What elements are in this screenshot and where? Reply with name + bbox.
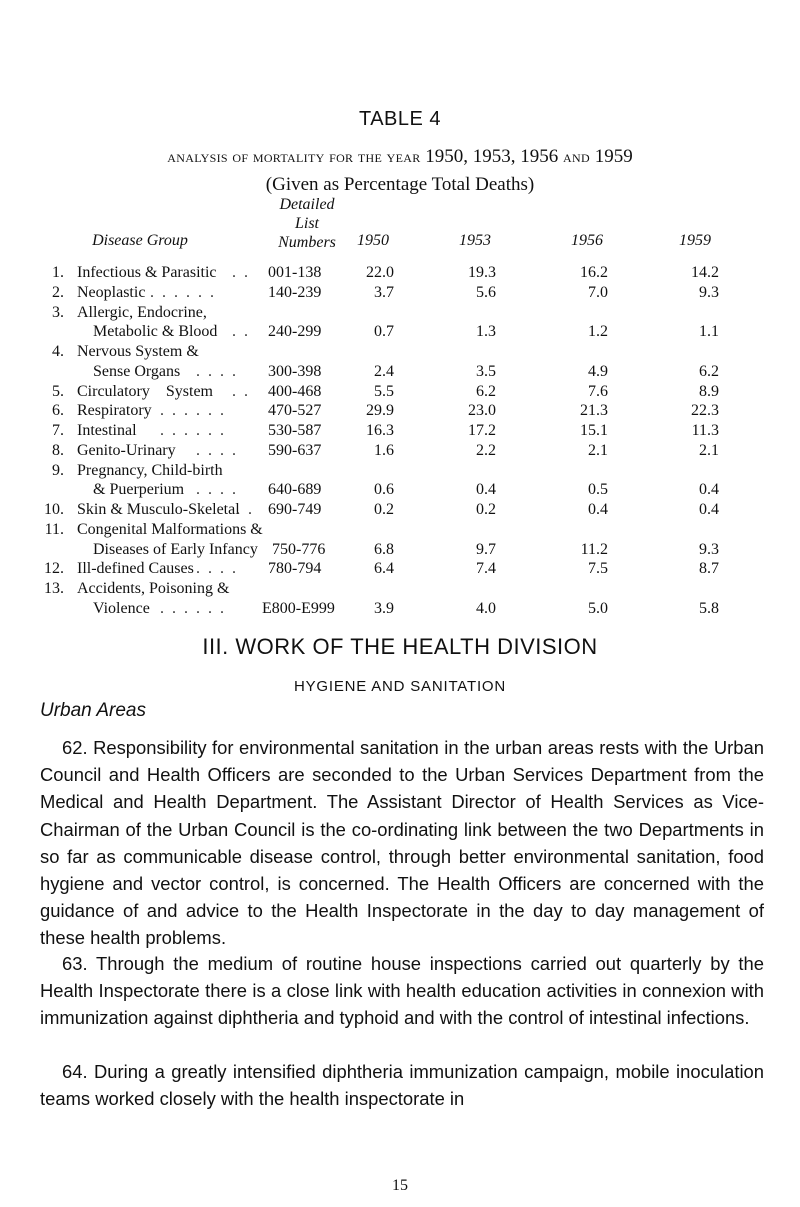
- row-leader-dots: . . . .: [196, 362, 238, 380]
- section-heading: III. WORK OF THE HEALTH DIVISION: [202, 634, 598, 659]
- row-disease: Nervous System &: [77, 343, 199, 361]
- row-leader-dots: . .: [232, 323, 250, 341]
- table-title: TABLE 4: [358, 108, 442, 130]
- row-list-numbers: 300-398: [268, 362, 322, 380]
- row-list-numbers: 001-138: [268, 264, 322, 281]
- row-number: 1.: [52, 264, 64, 281]
- row-1956: 7.5: [588, 560, 608, 578]
- row-list-numbers: 640-689: [268, 481, 322, 499]
- paragraph-62: 62. Responsibility for environmental sanitation in the urban areas rests with the Urban Council and Health Officers are seconded to the Urban Services Department from the Medical and Health Department. The Assistant Director of Health Services as Vice-Chairman of the Urban Council is the co-ordinating link between the two Departments in so far as communicable disease control, through better environmental sanitation, food hygiene and vector control, is concerned. The Health Officers are concerned with the guidance of and advice to the Health Inspectorate in the day to day management of these health problems.: [40, 737, 764, 949]
- row-list-numbers: 530-587: [268, 422, 322, 440]
- table-row-continued: [0, 600, 800, 624]
- row-1956: 0.4: [588, 501, 608, 519]
- subtitle-and: and: [563, 147, 590, 166]
- urban-areas-heading: Urban Areas: [40, 700, 146, 721]
- row-disease: Accidents, Poisoning &: [77, 580, 230, 598]
- row-1959: 1.1: [699, 323, 719, 341]
- row-1959: 9.3: [699, 540, 719, 558]
- row-1959: 8.9: [699, 382, 719, 400]
- row-leader-dots: . . . .: [196, 481, 238, 499]
- row-1959: 0.4: [699, 481, 719, 499]
- row-number: 9.: [52, 461, 64, 479]
- row-list-numbers: 780-794: [268, 560, 322, 578]
- header-1956: 1956: [571, 232, 603, 249]
- row-1956: 7.6: [588, 382, 608, 400]
- row-1956: 2.1: [588, 441, 608, 459]
- row-1956: 1.2: [588, 323, 608, 341]
- row-disease: Intestinal: [77, 422, 137, 440]
- row-disease: Ill-defined Causes: [77, 560, 194, 578]
- row-disease: Infectious & Parasitic: [77, 264, 217, 281]
- header-1959: 1959: [679, 232, 711, 249]
- row-1959: 8.7: [699, 560, 719, 578]
- row-1953: 4.0: [476, 600, 496, 617]
- row-1950: 5.5: [374, 382, 394, 400]
- row-1959: 11.3: [691, 422, 719, 440]
- header-list-line-3: Numbers: [278, 234, 336, 251]
- header-list-line-1: Detailed: [279, 196, 335, 213]
- section-subheading: HYGIENE AND SANITATION: [293, 678, 507, 695]
- row-disease: Skin & Musculo-Skeletal: [77, 501, 240, 519]
- row-number: 2.: [52, 283, 64, 301]
- row-1953: 23.0: [468, 402, 496, 420]
- row-leader-dots: . . . .: [196, 441, 238, 459]
- row-disease: Pregnancy, Child-birth: [77, 461, 223, 479]
- header-list-line-2: List: [294, 215, 319, 232]
- row-list-numbers: 470-527: [268, 402, 322, 420]
- subtitle-prefix: analysis of mortality for the year: [167, 147, 421, 166]
- row-1953: 17.2: [468, 422, 496, 440]
- row-disease: Respiratory: [77, 402, 152, 420]
- row-list-numbers: 590-637: [268, 441, 322, 459]
- row-1953: 2.2: [476, 441, 496, 459]
- row-1959: 14.2: [691, 264, 719, 281]
- row-number: 5.: [52, 382, 64, 400]
- row-1950: 16.3: [366, 422, 394, 440]
- row-number: 11.: [44, 520, 64, 538]
- row-1953: 0.2: [476, 501, 496, 519]
- row-disease-line-2: Sense Organs: [93, 362, 181, 380]
- row-number: 13.: [44, 580, 64, 598]
- paragraph-63: 63. Through the medium of routine house inspections carried out quarterly by the Health Inspectorate there is a close link with health education activities in connexion with immunization against diphtheria and typhoid and with the control of intestinal infections.: [40, 953, 764, 1029]
- header-1950: 1950: [357, 232, 389, 249]
- row-number: 10.: [44, 501, 64, 519]
- row-1950: 6.4: [374, 560, 394, 578]
- row-1953: 5.6: [476, 283, 496, 301]
- row-leader-dots: . . . . . .: [160, 422, 226, 440]
- row-1950: 3.9: [374, 600, 394, 617]
- row-1950: 22.0: [366, 264, 394, 281]
- row-disease: Genito-Urinary: [77, 441, 176, 459]
- subtitle-years-1: 1950, 1953, 1956: [425, 146, 559, 167]
- row-1950: 6.8: [374, 540, 394, 558]
- row-1956: 21.3: [580, 402, 608, 420]
- subtitle-years-2: 1959: [594, 146, 633, 167]
- row-1950: 0.7: [374, 323, 394, 341]
- row-1953: 1.3: [476, 323, 496, 341]
- paragraph-64: 64. During a greatly intensified diphtheria immunization campaign, mobile inoculation teams worked closely with the health inspectorate in: [40, 1061, 764, 1110]
- row-1956: 15.1: [580, 422, 608, 440]
- row-disease: Congenital Malformations &: [77, 520, 263, 538]
- row-number: 7.: [52, 422, 64, 440]
- row-1959: 5.8: [699, 600, 719, 617]
- row-1950: 0.2: [374, 501, 394, 519]
- row-leader-dots: . .: [236, 501, 254, 519]
- row-leader-dots: . . . . . .: [160, 600, 226, 617]
- row-disease: Allergic, Endocrine,: [77, 303, 207, 321]
- row-disease-line-2: Metabolic & Blood: [93, 323, 218, 341]
- row-1953: 9.7: [476, 540, 496, 558]
- header-detailed-list: [262, 195, 352, 252]
- row-1956: 0.5: [588, 481, 608, 499]
- row-disease: Circulatory System: [77, 382, 213, 400]
- row-leader-dots: . .: [232, 382, 250, 400]
- row-number: 3.: [52, 303, 64, 321]
- row-number: 4.: [52, 343, 64, 361]
- row-1950: 1.6: [374, 441, 394, 459]
- row-1953: 3.5: [476, 362, 496, 380]
- row-1953: 7.4: [476, 560, 496, 578]
- row-number: 12.: [44, 560, 64, 578]
- row-list-numbers: 400-468: [268, 382, 322, 400]
- row-1959: 0.4: [699, 501, 719, 519]
- row-1956: 16.2: [580, 264, 608, 281]
- row-1959: 6.2: [699, 362, 719, 380]
- row-1956: 7.0: [588, 283, 608, 301]
- row-1959: 9.3: [699, 283, 719, 301]
- row-disease-line-2: Diseases of Early Infancy: [93, 540, 258, 558]
- row-leader-dots: . . . .: [196, 560, 238, 578]
- row-list-numbers: 240-299: [268, 323, 322, 341]
- row-disease-line-2: & Puerperium: [93, 481, 185, 499]
- row-leader-dots: . . . . . .: [160, 402, 226, 420]
- row-1956: 11.2: [580, 540, 608, 558]
- row-1950: 2.4: [374, 362, 394, 380]
- row-leader-dots: . . . . . .: [150, 283, 216, 301]
- row-1953: 19.3: [468, 264, 496, 281]
- header-disease-group: Disease Group: [92, 232, 188, 249]
- table-subtitle: [0, 146, 800, 168]
- table-subtitle-note: (Given as Percentage Total Deaths): [265, 174, 535, 195]
- row-1950: 0.6: [374, 481, 394, 499]
- row-1953: 6.2: [476, 382, 496, 400]
- row-number: 8.: [52, 441, 64, 459]
- row-1950: 29.9: [366, 402, 394, 420]
- header-1953: 1953: [459, 232, 491, 249]
- page-number: 15: [392, 1177, 408, 1194]
- row-leader-dots: . .: [232, 264, 250, 281]
- row-1953: 0.4: [476, 481, 496, 499]
- row-1956: 4.9: [588, 362, 608, 380]
- row-number: 6.: [52, 402, 64, 420]
- row-disease: Neoplastic: [77, 283, 146, 301]
- row-list-numbers: E800-E999: [262, 600, 335, 617]
- row-1956: 5.0: [588, 600, 608, 617]
- row-disease-line-2: Violence: [93, 600, 150, 617]
- row-list-numbers: 140-239: [268, 283, 322, 301]
- row-1959: 22.3: [691, 402, 719, 420]
- row-list-numbers: 690-749: [268, 501, 322, 519]
- row-list-numbers: 750-776: [272, 540, 326, 558]
- row-1959: 2.1: [699, 441, 719, 459]
- row-1950: 3.7: [374, 283, 394, 301]
